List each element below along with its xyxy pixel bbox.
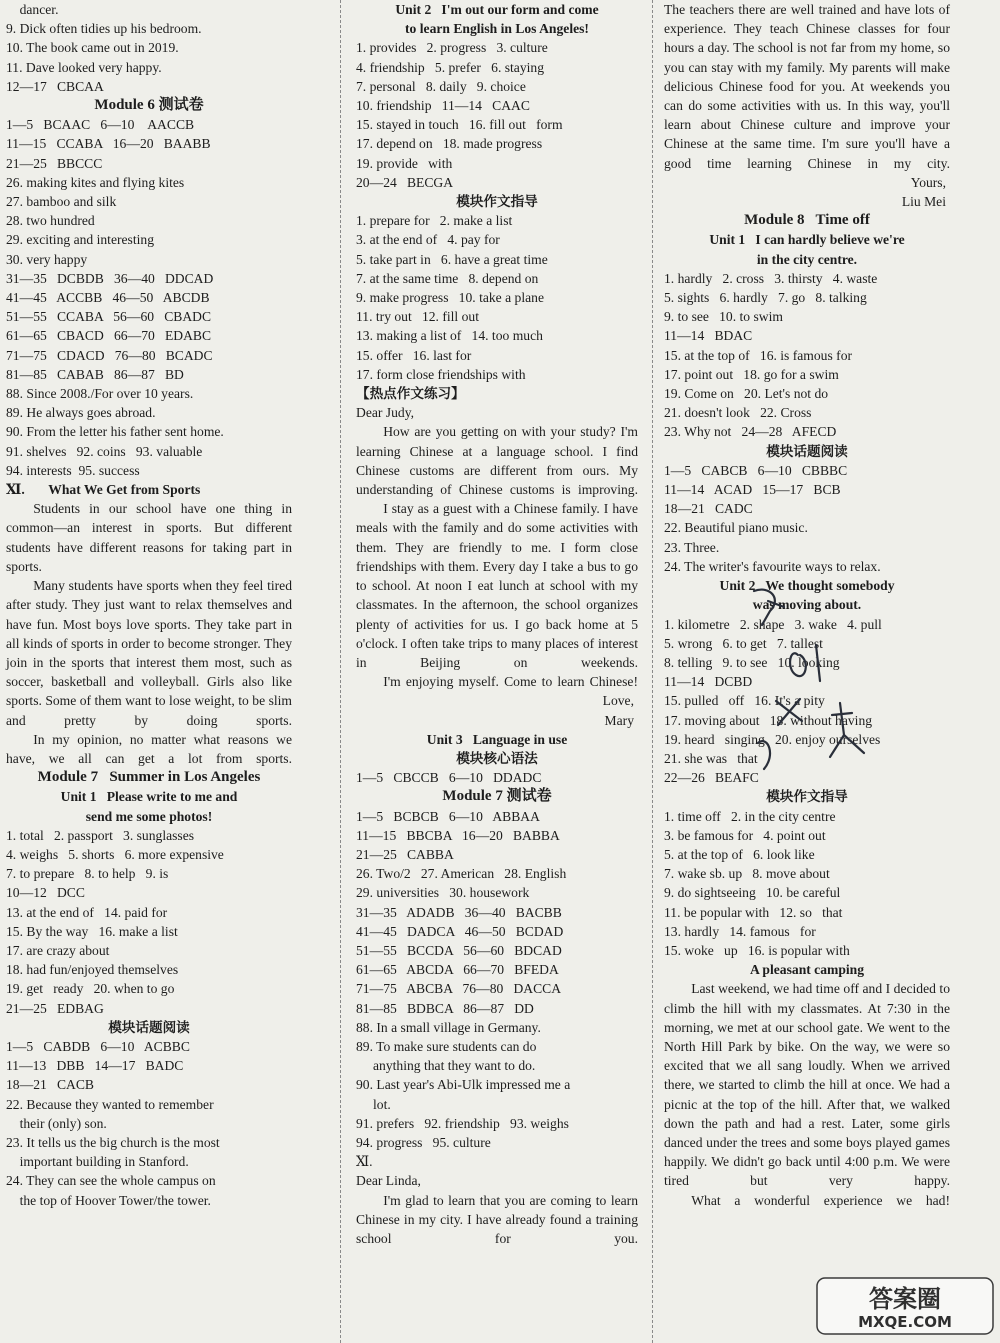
answer-line: 13. hardly 14. famous for xyxy=(664,923,816,939)
answer-line: 17. form close friendships with xyxy=(356,366,526,382)
unit-heading: in the city centre. xyxy=(756,251,858,267)
answer-line: 18—21 CADC xyxy=(664,501,753,517)
answer-line: 31—35 DCBDB 36—40 DDCAD xyxy=(6,270,214,286)
answer-line: 12—17 CBCAA xyxy=(6,78,104,94)
answer-line: 18. had fun/enjoyed themselves xyxy=(6,962,179,978)
section-heading: Module 6 测试卷 xyxy=(94,97,204,114)
answer-line: 5. sights 6. hardly 7. go 8. talking xyxy=(664,290,867,306)
answer-line: 1—5 BCBCB 6—10 ABBAA xyxy=(356,808,540,824)
answer-line: 41—45 ACCBB 46—50 ABCDB xyxy=(6,290,210,306)
essay-paragraph: I'm glad to learn that you are coming to learn Chinese in my city. I have already found a training school for you. xyxy=(356,1192,638,1246)
essay-paragraph: Last weekend, we had time off and I decided to climb the hill with my classmates. At 7:30 in the morning, we met at our school gate. We went to the North Hill Park by bike. On the way, we were so excited that we all sang loudly. When we arrived there, we started to climb the hill at once. We had a picnic at the top of the hill. After that, we walked down the path and had a rest. Later, some girls danced under the trees and some boys played games happily. We didn't go back until 4:00 p.m. We were tired but very happy. xyxy=(664,981,950,1189)
unit-heading: 模块话题阅读 xyxy=(108,1019,190,1035)
svg-text:答案圈: 答案圈 xyxy=(869,1285,941,1313)
answer-line: 15. offer 16. last for xyxy=(356,347,472,363)
answer-line: Dear Linda, xyxy=(356,1173,421,1189)
answer-line: 23. It tells us the big church is the most xyxy=(6,1134,220,1150)
answer-line: 81—85 CABAB 86—87 BD xyxy=(6,366,184,382)
answer-line: 7. at the same time 8. depend on xyxy=(356,270,539,286)
answer-line: 17. depend on 18. made progress xyxy=(356,136,543,152)
answer-line: 5. take part in 6. have a great time xyxy=(356,251,548,267)
unit-heading: was moving about. xyxy=(752,597,862,613)
unit-heading: A pleasant camping xyxy=(749,962,865,978)
section-heading: Module 7 Summer in Los Angeles xyxy=(37,769,261,786)
answer-line: 1—5 BCAAC 6—10 AACCB xyxy=(6,117,195,133)
answer-line: 17. point out 18. go for a swim xyxy=(664,366,839,382)
answer-line: dancer. xyxy=(6,2,59,17)
unit-heading: 模块核心语法 xyxy=(456,750,538,766)
answer-line: 1. hardly 2. cross 3. thirsty 4. waste xyxy=(664,270,878,286)
answer-line: 11. Dave looked very happy. xyxy=(6,59,162,75)
answer-line: 11—14 ACAD 15—17 BCB xyxy=(664,482,841,498)
answer-line: 88. Since 2008./For over 10 years. xyxy=(6,386,194,402)
answer-line: 51—55 BCCDA 56—60 BDCAD xyxy=(356,942,562,958)
answer-line: Dear Judy, xyxy=(356,405,415,421)
unit-heading: to learn English in Los Angeles! xyxy=(405,21,589,37)
unit-heading: Unit 1 I can hardly believe we're xyxy=(709,232,905,248)
answer-line: 7. to prepare 8. to help 9. is xyxy=(6,866,169,882)
answer-line: 1—5 CBCCB 6—10 DDADC xyxy=(356,770,542,786)
answer-line: 11—13 DBB 14—17 BADC xyxy=(6,1058,184,1074)
answer-line: 21—25 CABBA xyxy=(356,846,454,862)
answer-line: 88. In a small village in Germany. xyxy=(356,1019,541,1035)
answer-line: 1. prepare for 2. make a list xyxy=(356,213,513,229)
answer-line: 27. bamboo and silk xyxy=(6,194,117,210)
answer-line: 51—55 CCABA 56—60 CBADC xyxy=(6,309,212,325)
answer-line: 1. total 2. passport 3. sunglasses xyxy=(6,827,195,843)
section-heading: Module 7 测试卷 xyxy=(442,788,552,805)
essay-paragraph: Many students have sports when they feel tired after study. They just want to relax themselves and have fun. Most boys love sports. They take part in all kinds of sports in order to become stronger. They join in the sports that interest them most, such as soccer, basketball and volleyball. Girls also like sports. Some of them want to lose weight, to be slim and pretty by doing sports. xyxy=(6,578,292,728)
answer-line: 90. From the letter his father sent home. xyxy=(6,424,224,440)
answer-line: 21. doesn't look 22. Cross xyxy=(664,405,812,421)
letter-signoff: Mary xyxy=(604,712,634,728)
answer-line: 71—75 CDACD 76—80 BCADC xyxy=(6,347,213,363)
answer-line: 61—65 ABCDA 66—70 BFEDA xyxy=(356,962,559,978)
answer-line: 90. Last year's Abi-Ulk impressed me a xyxy=(356,1077,571,1093)
answer-line: 28. two hundred xyxy=(6,213,95,229)
answer-line: 15. woke up 16. is popular with xyxy=(664,942,850,958)
answer-line: 5. wrong 6. to get 7. tallest xyxy=(664,635,823,651)
answer-line: 1. time off 2. in the city centre xyxy=(664,808,836,824)
answer-line: 13. making a list of 14. too much xyxy=(356,328,543,344)
unit-heading: Unit 3 Language in use xyxy=(426,731,568,747)
answer-line: 21. she was that xyxy=(664,750,758,766)
answer-line: 1—5 CABDB 6—10 ACBBC xyxy=(6,1038,190,1054)
answer-line: 10. The book came out in 2019. xyxy=(6,40,179,56)
answer-line: the top of Hoover Tower/the tower. xyxy=(6,1192,211,1208)
essay-paragraph: How are you getting on with your study? I'm learning Chinese at a language school. I find Chinese customs are different from ours. My understanding of Chinese customs is improving. xyxy=(356,424,638,498)
answer-line: 3. be famous for 4. point out xyxy=(664,827,826,843)
answer-line: 61—65 CBACD 66—70 EDABC xyxy=(6,328,212,344)
answer-line: 1—5 CABCB 6—10 CBBBC xyxy=(664,462,848,478)
answer-line: 1. kilometre 2. shape 3. wake 4. pull xyxy=(664,616,882,632)
column-right xyxy=(664,0,950,1210)
answer-line: 15. at the top of 16. is famous for xyxy=(664,347,853,363)
unit-heading: 模块话题阅读 xyxy=(766,443,848,459)
answer-line: 20—24 BECGA xyxy=(356,174,454,190)
answer-line: 22. Because they wanted to remember xyxy=(6,1096,214,1112)
answer-line: 13. at the end of 14. paid for xyxy=(6,904,168,920)
answer-line: 31—35 ADADB 36—40 BACBB xyxy=(356,904,562,920)
unit-heading: send me some photos! xyxy=(85,808,213,824)
answer-line: 7. wake sb. up 8. move about xyxy=(664,866,830,882)
answer-line: 11—14 BDAC xyxy=(664,328,753,344)
unit-heading: Unit 2 We thought somebody xyxy=(719,578,895,594)
answer-line: 19. Come on 20. Let's not do xyxy=(664,386,829,402)
letter-signoff: Love, xyxy=(602,693,634,709)
unit-heading: 模块作文指导 xyxy=(766,789,848,805)
answer-line: 21—25 BBCCC xyxy=(6,155,103,171)
answer-line: 19. provide with xyxy=(356,155,453,171)
answer-line: 30. very happy xyxy=(6,251,88,267)
answer-line: 81—85 BDBCA 86—87 DD xyxy=(356,1000,534,1016)
essay-paragraph: I stay as a guest with a Chinese family. I have meals with the family and do some activities with them. They are friendly to me. I form close friendships with them. Every day I take a bus to go to school. At noon I eat lunch at school with my classmates. In the afternoon, the school organizes plenty of activities for us. I go back home at 5 o'clock. I often take trips to many places of interest in Beijing on weekends. xyxy=(356,501,638,670)
answer-line: 11—14 DCBD xyxy=(664,674,753,690)
answer-line: 11. be popular with 12. so that xyxy=(664,904,843,920)
answer-line: 19. heard singing 20. enjoy ourselves xyxy=(664,731,881,747)
answer-line: 91. shelves 92. coins 93. valuable xyxy=(6,443,203,459)
answer-line: 9. make progress 10. take a plane xyxy=(356,290,544,306)
answer-line: 15. stayed in touch 16. fill out form xyxy=(356,117,563,133)
answer-line: 18—21 CACB xyxy=(6,1077,94,1093)
answer-line: 17. are crazy about xyxy=(6,942,110,958)
unit-heading: Unit 1 Please write to me and xyxy=(60,789,238,805)
answer-line: 29. exciting and interesting xyxy=(6,232,154,248)
answer-line: 9. Dick often tidies up his bedroom. xyxy=(6,21,202,37)
letter-signoff: Yours, xyxy=(910,174,946,190)
answer-line: 11—15 BBCBA 16—20 BABBA xyxy=(356,827,560,843)
letter-signoff: Liu Mei xyxy=(901,194,946,210)
answer-line: 71—75 ABCBA 76—80 DACCA xyxy=(356,981,562,997)
answer-line: anything that they want to do. xyxy=(356,1058,536,1074)
answer-line: 11. try out 12. fill out xyxy=(356,309,479,325)
answer-line: 26. making kites and flying kites xyxy=(6,174,185,190)
answer-line: 21—25 EDBAG xyxy=(6,1000,104,1016)
answer-line: 1. provides 2. progress 3. culture xyxy=(356,40,548,56)
answer-line: Ⅺ. xyxy=(356,1154,373,1170)
answer-line: 19. get ready 20. when to go xyxy=(6,981,175,997)
answer-line: 9. do sightseeing 10. be careful xyxy=(664,885,841,901)
answer-line: 10. friendship 11—14 CAAC xyxy=(356,98,530,114)
answer-line: 26. Two/2 27. American 28. English xyxy=(356,866,567,882)
answer-line: 24. They can see the whole campus on xyxy=(6,1173,216,1189)
essay-paragraph: Students in our school have one thing in common—an interest in sports. But different students have different reasons for taking part in sports. xyxy=(6,501,292,574)
answer-line: 22. Beautiful piano music. xyxy=(664,520,808,536)
unit-heading: Unit 2 I'm out our form and come xyxy=(395,2,599,17)
answer-line: 89. He always goes abroad. xyxy=(6,405,156,421)
answer-line: 23. Three. xyxy=(664,539,720,555)
answer-line: 15. pulled off 16. It's a pity xyxy=(664,693,825,709)
column-divider xyxy=(340,0,341,1343)
answer-line: 94. interests 95. success xyxy=(6,462,140,478)
answer-line: 11—15 CCABA 16—20 BAABB xyxy=(6,136,211,152)
answer-line: 29. universities 30. housework xyxy=(356,885,530,901)
answer-line: 89. To make sure students can do xyxy=(356,1038,537,1054)
answer-line: their (only) son. xyxy=(6,1115,107,1131)
answer-line: 17. moving about 18. without having xyxy=(664,712,873,728)
exercise-heading: 【热点作文练习】 xyxy=(356,386,465,402)
column-left xyxy=(6,0,292,1210)
answer-line: 23. Why not 24—28 AFECD xyxy=(664,424,837,440)
answer-line: 3. at the end of 4. pay for xyxy=(356,232,500,248)
essay-paragraph: In my opinion, no matter what reasons we have, we all can get a lot from sports. xyxy=(6,731,292,766)
exercise-heading: Ⅺ. What We Get from Sports xyxy=(6,482,201,498)
answer-line: 7. personal 8. daily 9. choice xyxy=(356,78,526,94)
answer-line: lot. xyxy=(356,1096,391,1112)
essay-paragraph: What a wonderful experience we had! xyxy=(691,1192,950,1208)
answer-line: 4. friendship 5. prefer 6. staying xyxy=(356,59,545,75)
essay-paragraph: I'm enjoying myself. Come to learn Chinese! xyxy=(383,674,638,690)
answer-line: important building in Stanford. xyxy=(6,1154,189,1170)
essay-paragraph: The teachers there are well trained and have lots of experience. They teach Chinese classes for four hours a day. The school is not far from my home, so you can stay with my family. My parents will make delicious Chinese food for you. At weekends you can do some activities with us. In this way, you'll learn about Chinese culture and improve your Chinese at the same time. I'm sure you'll have a good time learning Chinese in my city. xyxy=(664,2,950,171)
unit-heading: 模块作文指导 xyxy=(456,194,538,210)
section-heading: Module 8 Time off xyxy=(744,212,870,229)
answer-line: 22—26 BEAFC xyxy=(664,770,759,786)
answer-line: 10—12 DCC xyxy=(6,885,85,901)
answer-line: 4. weighs 5. shorts 6. more expensive xyxy=(6,846,224,862)
column-middle xyxy=(356,0,638,1248)
answer-line: 15. By the way 16. make a list xyxy=(6,923,178,939)
answer-line: 41—45 DADCA 46—50 BCDAD xyxy=(356,923,564,939)
watermark-logo xyxy=(816,1277,994,1335)
answer-line: 9. to see 10. to swim xyxy=(664,309,783,325)
answer-line: 91. prefers 92. friendship 93. weighs xyxy=(356,1115,569,1131)
answer-line: 8. telling 9. to see 10. looking xyxy=(664,654,840,670)
svg-text:MXQE.COM: MXQE.COM xyxy=(858,1313,952,1331)
column-divider xyxy=(652,0,653,1343)
answer-line: 5. at the top of 6. look like xyxy=(664,846,815,862)
answer-line: 94. progress 95. culture xyxy=(356,1134,491,1150)
answer-line: 24. The writer's favourite ways to relax. xyxy=(664,558,881,574)
